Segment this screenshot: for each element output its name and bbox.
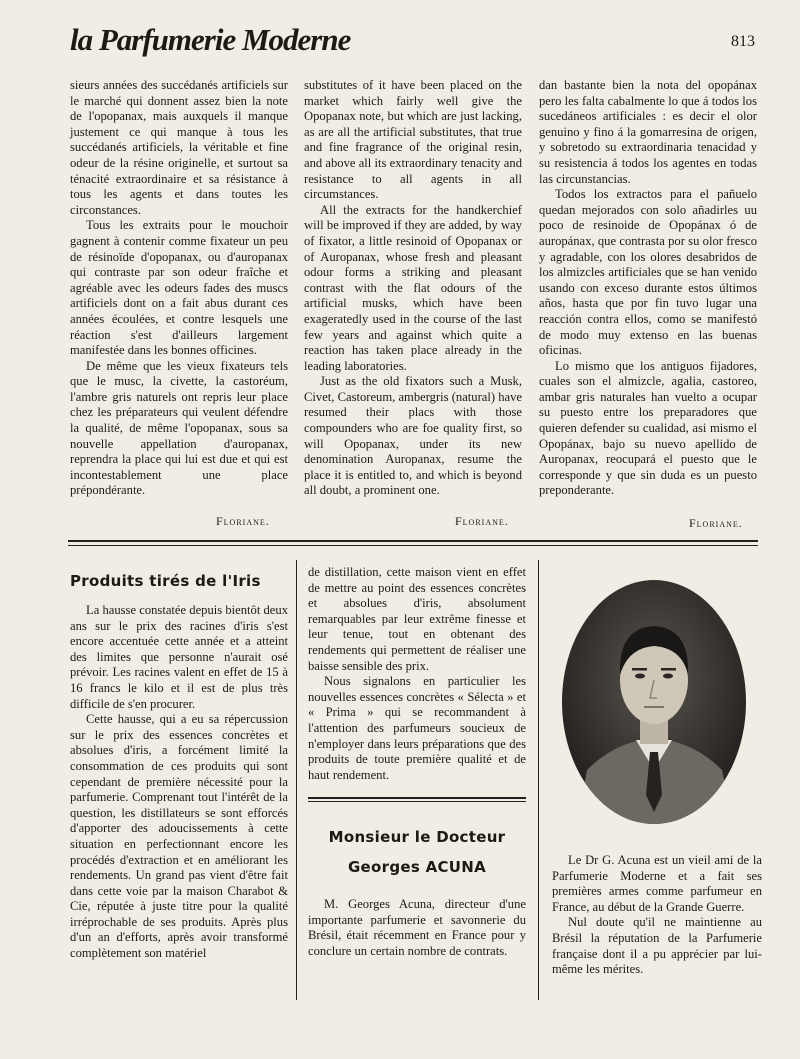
paragraph: Todos los extractos para el pañuelo quedan mejorados con solo añadirles uu poco de resinoide de Opopánax ó de auropánax, que contrasta por su olor fresco y agradable, con los olores desabridos de los almizcles artificiales que se han venido usando con exceso durante estos últimos años, hasta que por fin tuvo lugar una reacción contra ellos, como se manifestó de modo muy extenso en las buenas oficinas. (539, 187, 757, 358)
portrait-illustration (562, 580, 746, 824)
paragraph: substitutes of it have been placed on the market which fairly well give the Opopanax note, but which are just lacking, as are all the artificial substitutes, that true and fine fragrance of the original resin, and above all its extraordinary tenacity and resistance to all agents in all circumstances. (304, 78, 522, 202)
article-divider (308, 801, 526, 802)
paragraph: La hausse constatée depuis bientôt deux ans sur le prix des racines d'iris s'est encore accentuée cette année et a atteint des limites que personne n'aurait osé prévoir. Les racines valent en effet de 15 à 16 francs le kilo et il est de plus très difficile de s'en procurer. (70, 603, 288, 711)
paragraph: Just as the old fixators such a Musk, Civet, Castoreum, ambergris (natural) have resumed their placs with those compounders who are foe quality first, so will Opopanax, under its new denomination Auropanax, resume the place it is entitled to, and which is beyond all doubt, a prominent one. (304, 374, 522, 498)
column-rule (538, 560, 539, 1000)
page-number: 813 (731, 33, 755, 50)
top-column-french (70, 78, 288, 499)
paragraph: Nous signalons en particulier les nouvelles essences concrètes « Sélecta » et « Prima » qui se recommandent à l'attention des parfumeurs soucieux de n'employer dans leurs préparations que des produits de toute première qualité et de haut rendement. (308, 674, 526, 782)
acuna-column-3 (552, 853, 762, 978)
top-column-spanish (539, 78, 757, 499)
iris-column-1 (70, 603, 288, 962)
paragraph: dan bastante bien la nota del opopánax pero les falta cabalmente lo que á todos los sucedáneos artificiales : es decir el olor genuino y fino á la gomarresina de origen, y sobretodo su extraordinaria tenacidad y su resistencia á todos los agentes en todas las circunstancias. (539, 78, 757, 186)
signature: Floriane. (455, 514, 509, 528)
article-divider (308, 797, 526, 799)
section-divider (68, 540, 758, 542)
masthead: la Parfumerie Moderne (70, 22, 351, 57)
paragraph: Lo mismo que los antiguos fijadores, cuales son el almizcle, agalia, castoreo, ambar gris naturales han vuelto a ocupar su puesto entre los preparadores que quieren defender su cualidad, asi mismo el Opopánax, bajo su nuevo apellido de Auropanax, reocupará el puesto que le corresponde y que sin duda es un puesto preponderante. (539, 358, 757, 498)
paragraph: All the extracts for the handkerchief will be improved if they are added, by way of fixator, a little resinoid of Opopanax or of Auropanax, whose fresh and pleasant odour forms a striking and pleasant contrast with the flat odours of the artificial musks, which have been exageratedly used in the course of the last few years and against which quite a reaction has taken place already in the leading laboratories. (304, 202, 522, 373)
iris-column-2 (308, 565, 526, 783)
paragraph: De même que les vieux fixateurs tels que le musc, la civette, la castoréum, l'ambre gris naturels ont repris leur place chez les préparateurs qui veulent défendre la qualité, de même l'opopanax, sous sa nouvelle appellation d'auropanax, reprendra la place qui lui est due et qui est incontestablement une place prépondérante. (70, 358, 288, 498)
article-title: Monsieur le Docteur (328, 828, 506, 846)
paragraph: Nul doute qu'il ne maintienne au Brésil la réputation de la Parfumerie française dont il a pu apprécier par lui-même les mérites. (552, 915, 762, 977)
signature: Floriane. (689, 516, 743, 530)
paragraph: de distillation, cette maison vient en effet de mettre au point des essences concrètes et absolues d'iris, absolument remarquables par leur extrême finesse et leur tenue, tout en obtenant des rendements qui permettent de réaliser une baisse sensible des prix. (308, 565, 526, 673)
column-rule (296, 560, 297, 1000)
paragraph: Tous les extraits pour le mouchoir gagnent à contenir comme fixateur un peu de résinoïde d'opopanax, ou d'auropanax qui contraste par son odeur fraîche et agréable avec les odeurs fades des muscs artificiels dont on a fait abus durant ces années écoulées, et contre lesquels une réaction s'est d'ailleurs largement manifestée dans les bonnes officines. (70, 218, 288, 358)
paragraph: Cette hausse, qui a eu sa répercussion sur le prix des essences concrètes et absolues d'iris, a forcément limité la consommation de ces produits qui sont cependant de première nécessité pour la parfumerie. Comprenant tout l'intérêt de la question, les distillateurs se sont efforcés d'apporter des adoucissements à cette situation en perfectionnant encore les procédés d'extraction et en améliorant les rendements. Un grand pas vient d'être fait dans cette voie par la maison Charabot & Cie, réputée à juste titre pour la qualité irréprochable de ses produits. Après plus d'un an d'efforts, après avoir transformé complètement son matériel (70, 712, 288, 961)
paragraph: Le Dr G. Acuna est un vieil ami de la Parfumerie Moderne et a fait ses premières armes comme parfumeur en France, au début de la Grande Guerre. (552, 853, 762, 914)
article-title: Georges ACUNA (347, 858, 487, 876)
paragraph: M. Georges Acuna, directeur d'une importante parfumerie et savonnerie du Brésil, était récemment en France pour y conclure un certain nombre de contrats. (308, 897, 526, 958)
acuna-column-2 (308, 897, 526, 959)
portrait-photo (562, 580, 746, 824)
top-column-english (304, 78, 522, 499)
paragraph: sieurs années des succédanés artificiels sur le marché qui donnent assez bien la note de l'opopanax, mais auxquels il manque justement ce qui manque à tous les succédanés artificiels, la véritable et fine odeur de la résine originelle, et surtout sa ténacité extraordinaire et sa résistance à tous les agents et dans toutes les circonstances. (70, 78, 288, 217)
signature: Floriane. (216, 514, 270, 528)
section-divider (68, 545, 758, 546)
article-title: Produits tirés de l'Iris (70, 572, 261, 590)
